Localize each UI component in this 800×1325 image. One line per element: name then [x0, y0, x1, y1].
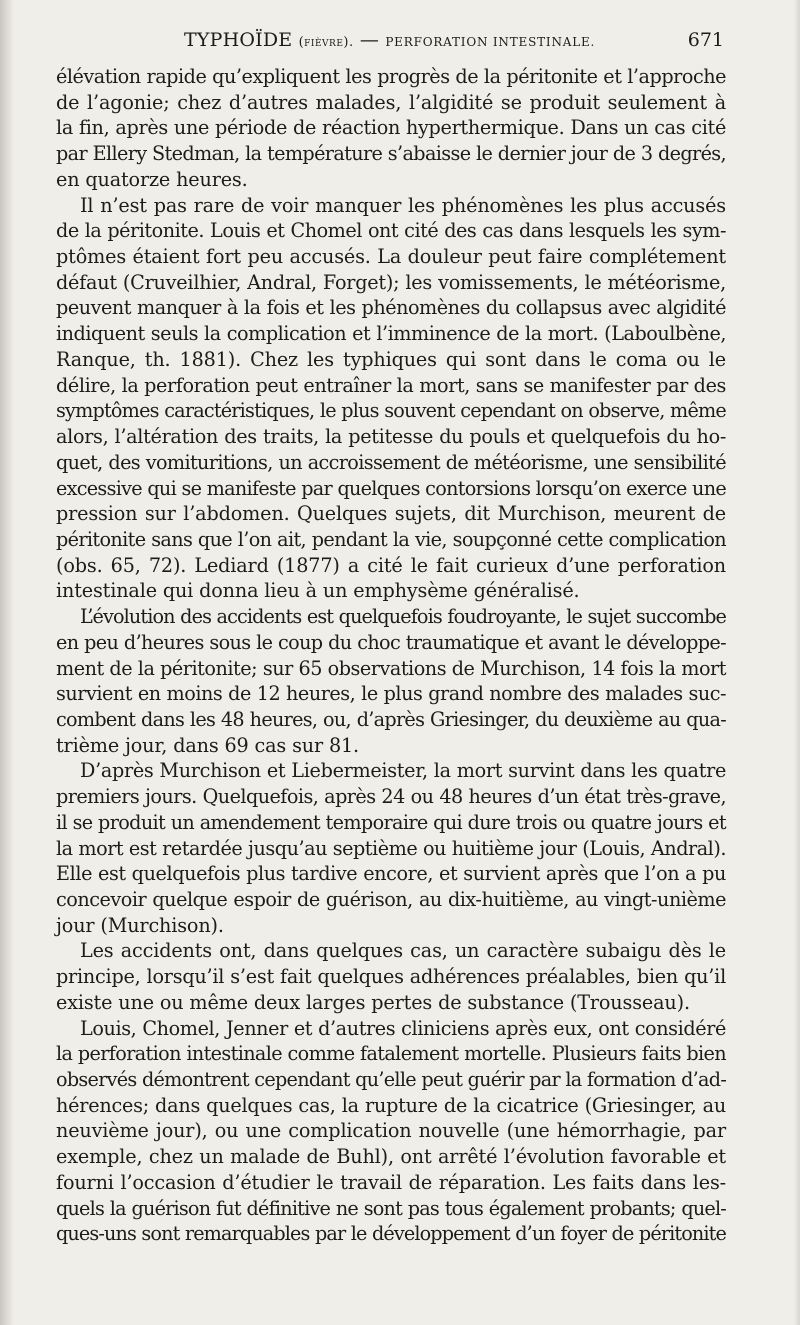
text-line: la fin, après une période de réaction hyperthermique. Dans un cas cité [56, 116, 726, 140]
text-line: Louis, Chomel, Jenner et d’autres cliniciens après eux, ont considéré [80, 1016, 726, 1040]
text-line: concevoir quelque espoir de guérison, au dix-huitième, au vingt-unième [56, 888, 726, 911]
header-title [184, 29, 595, 51]
text-line: alors, l’altération des traits, la petitesse du pouls et quelquefois du ho- [56, 425, 726, 449]
page-edge-right [794, 0, 800, 1325]
text-line: neuvième jour), ou une complication nouvelle (une hémorrhagie, par [56, 1119, 726, 1143]
running-header [56, 29, 724, 55]
text-line: D’après Murchison et Liebermeister, la mort survint dans les quatre [80, 759, 726, 783]
text-line: délire, la perforation peut entraîner la mort, sans se manifester par des [56, 373, 726, 397]
text-line: péritonite sans que l’on ait, pendant la vie, soupçonné cette complication [56, 527, 726, 551]
text-line: intestinale qui donna lieu à un emphysème généralisé. [56, 579, 580, 603]
body-text [56, 64, 726, 1247]
text-line: principe, lorsqu’il s’est fait quelques adhérences préalables, bien qu’il [56, 965, 726, 989]
text-line: Les accidents ont, dans quelques cas, un caractère subaigu dès le [80, 939, 726, 963]
text-line: trième jour, dans 69 cas sur 81. [56, 733, 360, 757]
text-line: Elle est quelquefois plus tardive encore, et survient après que l’on a pu [56, 862, 726, 886]
text-line: indiquent seuls la complication et l’imminence de la mort. (Laboulbène, [56, 322, 726, 346]
text-line: hérences; dans quelques cas, la rupture de la cicatrice (Griesinger, au [56, 1093, 726, 1117]
text-line: en peu d’heures sous le coup du choc traumatique et avant le développe- [56, 630, 726, 654]
text-line: symptômes caractéristiques, le plus souvent cependant on observe, même [56, 399, 726, 423]
text-line: fourni l’occasion d’étudier le travail de réparation. Les faits dans les- [56, 1170, 726, 1194]
text-line: excessive qui se manifeste par quelques contorsions lorsqu’on exerce une [56, 476, 726, 500]
text-line: en quatorze heures. [56, 167, 248, 191]
text-line: premiers jours. Quelquefois, après 24 ou 48 heures d’un état très-grave, [56, 785, 726, 809]
text-line: survient en moins de 12 heures, le plus grand nombre des malades suc- [56, 682, 726, 706]
text-line: jour (Murchison). [56, 913, 224, 937]
text-line: pression sur l’abdomen. Quelques sujets, dit Murchison, meurent de [56, 502, 726, 526]
header-title-sub: (fièvre). [298, 35, 354, 50]
text-line: Ranque, th. 1881). Chez les typhiques qui sont dans le coma ou le [56, 347, 726, 371]
text-line: de la péritonite. Louis et Chomel ont cité des cas dans lesquels les sym- [56, 219, 726, 243]
header-title-main: TYPHOÏDE [184, 29, 293, 51]
page-edge-shadow [0, 0, 14, 1325]
text-line: quet, des vomituritions, un accroissement de météorisme, une sensibilité [56, 450, 726, 474]
text-line: observés démontrent cependant qu’elle peut guérir par la formation d’ad- [56, 1068, 727, 1092]
text-line: la perforation intestinale comme fatalement mortelle. Plusieurs faits bien [56, 1042, 726, 1066]
text-line: la mort est retardée jusqu’au septième ou huitième jour (Louis, Andral). [56, 836, 726, 860]
text-line: élévation rapide qu’expliquent les progrès de la péritonite et l’approche [56, 65, 726, 88]
text-line: ptômes étaient fort peu accusés. La douleur peut faire complétement [56, 245, 726, 269]
text-line: par Ellery Stedman, la température s’abaisse le dernier jour de 3 degrés, [56, 142, 726, 166]
text-line: exemple, chez un malade de Buhl), ont arrêté l’évolution favorable et [56, 1145, 726, 1169]
text-line: existe une ou même deux larges pertes de substance (Trousseau). [56, 990, 690, 1014]
text-line: L’évolution des accidents est quelquefois foudroyante, le sujet succombe [80, 605, 726, 629]
text-line: de l’agonie; chez d’autres malades, l’algidité se produit seulement à [56, 90, 726, 114]
text-line: il se produit un amendement temporaire qui dure trois ou quatre jours et [56, 810, 726, 834]
text-line: peuvent manquer à la fois et les phénomènes du collapsus avec algidité [56, 296, 726, 320]
text-line: défaut (Cruveilhier, Andral, Forget); les vomissements, le météorisme, [56, 270, 726, 294]
header-title-separator: — [359, 29, 380, 51]
text-line: ques-uns sont remarquables par le développement d’un foyer de péritonite [56, 1222, 726, 1246]
text-line: Il n’est pas rare de voir manquer les phénomènes les plus accusés [80, 193, 726, 217]
text-line: combent dans les 48 heures, ou, d’après Griesinger, du deuxième au qua- [56, 707, 726, 731]
header-section-title: PERFORATION INTESTINALE. [385, 35, 596, 49]
page-number: 671 [687, 29, 724, 51]
text-line: quels la guérison fut définitive ne sont pas tous également probants; quel- [56, 1196, 726, 1220]
text-line: ment de la péritonite; sur 65 observations de Murchison, 14 fois la mort [56, 656, 726, 680]
text-line: (obs. 65, 72). Lediard (1877) a cité le fait curieux d’une perforation [56, 553, 726, 577]
